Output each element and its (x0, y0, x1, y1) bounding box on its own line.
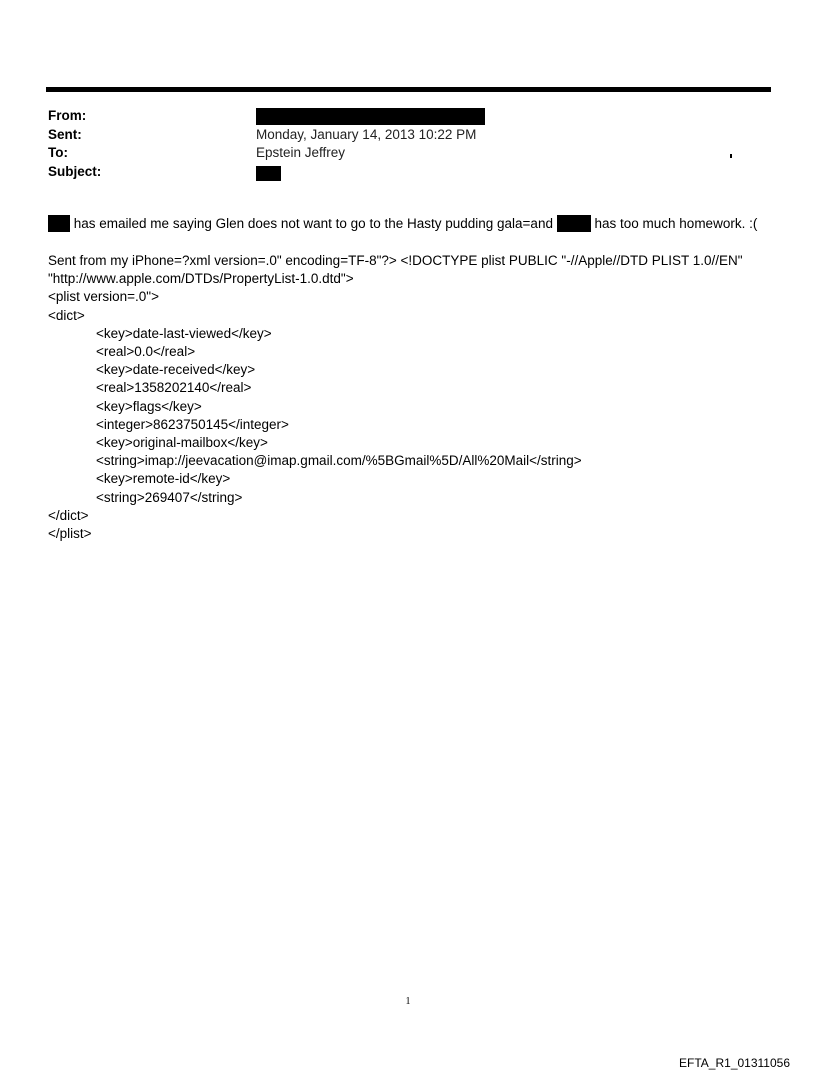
subject-label: Subject: (48, 163, 102, 179)
page-number: 1 (405, 996, 411, 1007)
redaction-box (48, 215, 70, 232)
message-text-part1: has emailed me saying Glen does not want to go to the Hasty pudding gala=and (73, 216, 553, 231)
dict-line: <real>0.0</real> (96, 344, 196, 360)
subject-row (48, 163, 768, 182)
redaction-box (256, 166, 281, 181)
email-header (48, 107, 768, 181)
sent-label: Sent: (48, 126, 82, 142)
dict-line: <key>flags</key> (96, 398, 202, 414)
message-line (48, 214, 757, 234)
dict-line: <real>1358202140</real> (96, 380, 252, 396)
dict-open-line: <dict> (48, 307, 85, 323)
dict-line: <key>original-mailbox</key> (96, 435, 268, 451)
stray-mark (730, 154, 732, 158)
dict-line: <key>remote-id</key> (96, 471, 231, 487)
redaction-box (256, 108, 485, 125)
sent-row (48, 126, 768, 145)
signature-line: "http://www.apple.com/DTDs/PropertyList-1.0.dtd"> (48, 271, 354, 287)
signature-line: Sent from my iPhone=?xml version=.0" encoding=TF-8"?> <!DOCTYPE plist PUBLIC "-//Apple//DTD PLIST 1.0//EN" (48, 253, 743, 268)
message-signature-block (48, 252, 743, 543)
sent-value: Monday, January 14, 2013 10:22 PM (256, 126, 477, 142)
dict-line: <string>269407</string> (96, 489, 243, 505)
from-value-redacted (256, 107, 485, 126)
from-row (48, 107, 768, 126)
dict-line: <string>imap://jeevacation@imap.gmail.com/%5BGmail%5D/All%20Mail</string> (96, 453, 582, 469)
header-rule (46, 87, 771, 92)
dict-line: <key>date-last-viewed</key> (96, 325, 272, 341)
plist-open-line: <plist version=.0"> (48, 289, 159, 305)
to-label: To: (48, 145, 68, 160)
plist-close-line: </plist> (48, 526, 92, 542)
dict-line: <key>date-received</key> (96, 362, 256, 378)
subject-value-redacted (256, 163, 281, 182)
dict-line: <integer>8623750145</integer> (96, 416, 289, 432)
dict-close-line: </dict> (48, 507, 89, 523)
document-id: EFTA_R1_01311056 (679, 1056, 790, 1070)
message-text-part2: has too much homework. :( (594, 216, 758, 231)
to-value: Epstein Jeffrey (256, 145, 346, 160)
to-row (48, 144, 768, 163)
redaction-box (557, 215, 591, 232)
from-label: From: (48, 108, 87, 123)
